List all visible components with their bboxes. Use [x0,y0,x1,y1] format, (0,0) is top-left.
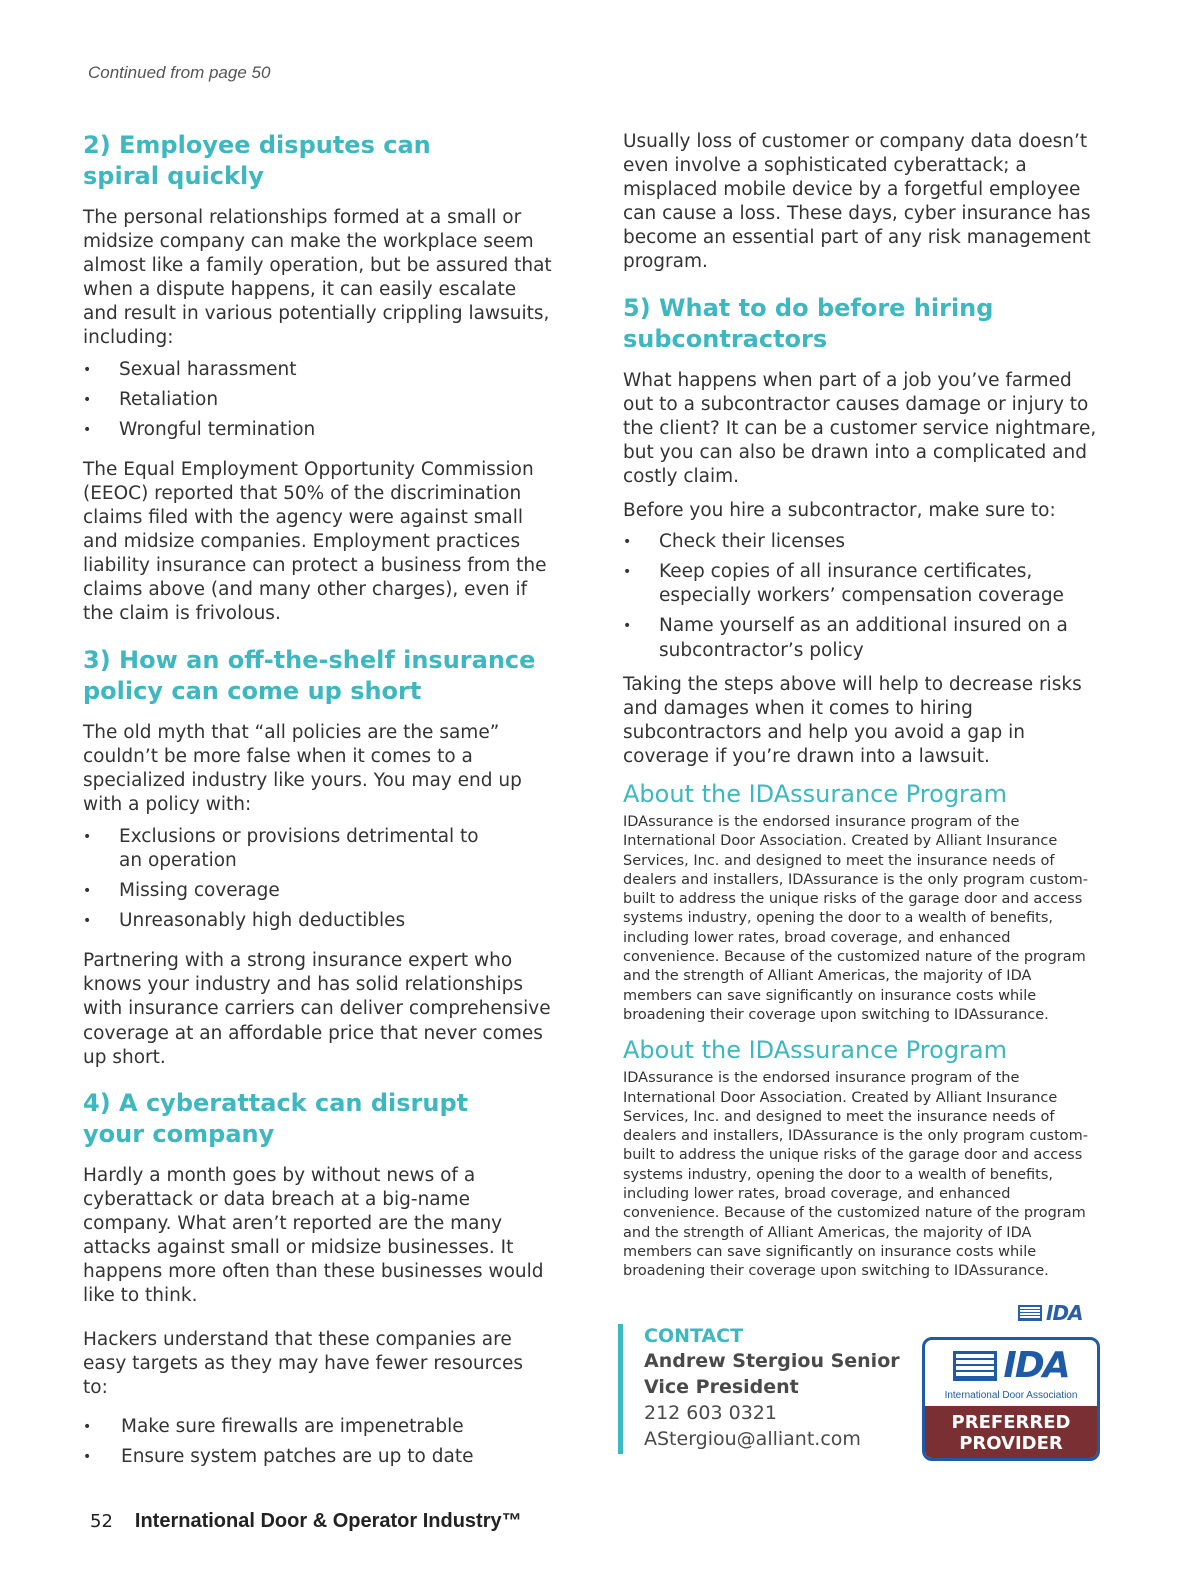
continued-note: Continued from page 50 [88,63,271,82]
list-item: • Keep copies of all insurance certificates, especially workers’ compensation coverage [623,560,1103,608]
list-item: • Make sure firewalls are impenetrable [83,1415,553,1439]
list-item: • Missing coverage [83,879,553,903]
badge-line-1: PREFERRED [951,1412,1071,1433]
contact-email[interactable]: AStergiou@alliant.com [644,1428,861,1450]
contact-name: Andrew Stergiou Senior Vice President [644,1350,900,1398]
section-3-paragraph: The old myth that “all policies are the same” couldn’t be more false when it comes to a specialized industry like yours. You may end up with a policy with: [83,721,522,815]
cyber-continued-paragraph: Usually loss of customer or company data doesn’t even involve a sophisticated cyberattack; a misplaced mobile device by a forgetful employee can cause a loss. These days, cyber insurance has become an essential part of any risk management program. [623,131,1091,273]
badge-line-2: PROVIDER [959,1433,1063,1454]
section-3-bullets [83,825,553,933]
section-4-paragraph: Hardly a month goes by without news of a cyberattack or data breach at a big-name company. What aren’t reported are the many attacks against small or midsize businesses. It happens more often than these businesses would like to think. [83,1164,544,1307]
list-item: • Name yourself as an additional insured on a subcontractor’s policy [623,614,1103,662]
list-item: • Check their licenses [623,530,1103,554]
right-column [623,130,1103,1282]
section-2-paragraph-2: The Equal Employment Opportunity Commission (EEOC) reported that 50% of the discrimination claims filed with the agency were against small and midsize companies. Employment practices liability insurance can protect a business from the claims above (and many other charges), even if the claim is frivolous. [83,458,547,625]
section-4-heading: 4) A cyberattack can disrupt your company [83,1088,469,1148]
contact-label: CONTACT [644,1325,744,1347]
ida-door-icon [1018,1305,1042,1321]
badge-bottom [925,1406,1097,1458]
ida-logo-small [1018,1303,1100,1323]
section-4-paragraph-2: Hackers understand that these companies are easy targets as they may have fewer resources to: [83,1329,524,1399]
list-item: • Exclusions or provisions detrimental to an operation [83,825,553,873]
contact-box [618,1324,929,1454]
ida-preferred-provider-badge [922,1337,1100,1461]
about-heading-2: About the IDAssurance Program [623,1036,1008,1065]
badge-logo [953,1345,1069,1386]
section-2-heading: 2) Employee disputes can spiral quickly [83,131,431,190]
about-text: IDAssurance is the endorsed insurance program of the International Door Association. Created by Alliant Insurance Services, Inc. and designed to meet the insurance needs of dealers and installers, IDAssurance is the only program custom-built to address the unique risks of the garage door and access systems industry, opening the door to a wealth of benefits, including lower rates, broad coverage, and enhanced convenience. Because of the customized nature of the program and the strength of Alliant Americas, the majority of IDA members can save significantly on insurance costs while broadening their coverage upon switching to IDAssurance. [623,813,1088,1023]
badge-top [925,1340,1097,1406]
list-item: • Wrongful termination [83,418,553,442]
section-5-paragraph-3: Taking the steps above will help to decrease risks and damages when it comes to hiring subcontractors and help you avoid a gap in coverage if you’re drawn into a lawsuit. [623,673,1082,767]
list-item: • Ensure system patches are up to date [83,1445,553,1469]
section-2-bullets [83,358,553,442]
badge-logo-word: IDA [1003,1345,1069,1386]
section-5-bullets [623,530,1103,662]
publication-title: International Door & Operator Industry™ [134,1510,522,1532]
page-footer [90,1510,522,1533]
about-heading: About the IDAssurance Program [623,779,1008,808]
about-text-2: IDAssurance is the endorsed insurance program of the International Door Association. Created by Alliant Insurance Services, Inc. and designed to meet the insurance needs of dealers and installers, IDAssurance is the only program custom-built to address the unique risks of the garage door and access systems industry, opening the door to a wealth of benefits, including lower rates, broad coverage, and enhanced convenience. Because of the customized nature of the program and the strength of Alliant Americas, the majority of IDA members can save significantly on insurance costs while broadening their coverage upon switching to IDAssurance. [623,1070,1088,1280]
section-4-bullets [83,1415,553,1469]
list-item: • Retaliation [83,388,553,412]
section-5-heading: 5) What to do before hiring subcontractors [623,293,994,353]
left-column [83,130,553,1469]
section-5-paragraph-2: Before you hire a subcontractor, make sure to: [623,500,1056,522]
section-3-heading: 3) How an off-the-shelf insurance policy can come up short [83,645,536,705]
list-item: • Sexual harassment [83,358,553,382]
list-item: • Unreasonably high deductibles [83,909,553,933]
contact-phone: 212 603 0321 [644,1402,777,1424]
ida-logo-word: IDA [1046,1301,1083,1325]
page-number: 52 [90,1511,113,1532]
badge-org-name: International Door Association [944,1390,1078,1401]
section-5-paragraph: What happens when part of a job you’ve farmed out to a subcontractor causes damage or injury to the client? It can be a customer service nightmare, but you can also be drawn into a complicated and costly claim. [623,369,1097,487]
section-3-paragraph-2: Partnering with a strong insurance expert who knows your industry and has solid relationships with insurance carriers can deliver comprehensive coverage at an affordable price that never comes up short. [83,950,551,1068]
ida-door-icon [953,1351,997,1381]
section-2-paragraph: The personal relationships formed at a small or midsize company can make the workplace seem almost like a family operation, but be assured that when a dispute happens, it can easily escalate and result in various potentially crippling lawsuits, including: [83,207,552,349]
